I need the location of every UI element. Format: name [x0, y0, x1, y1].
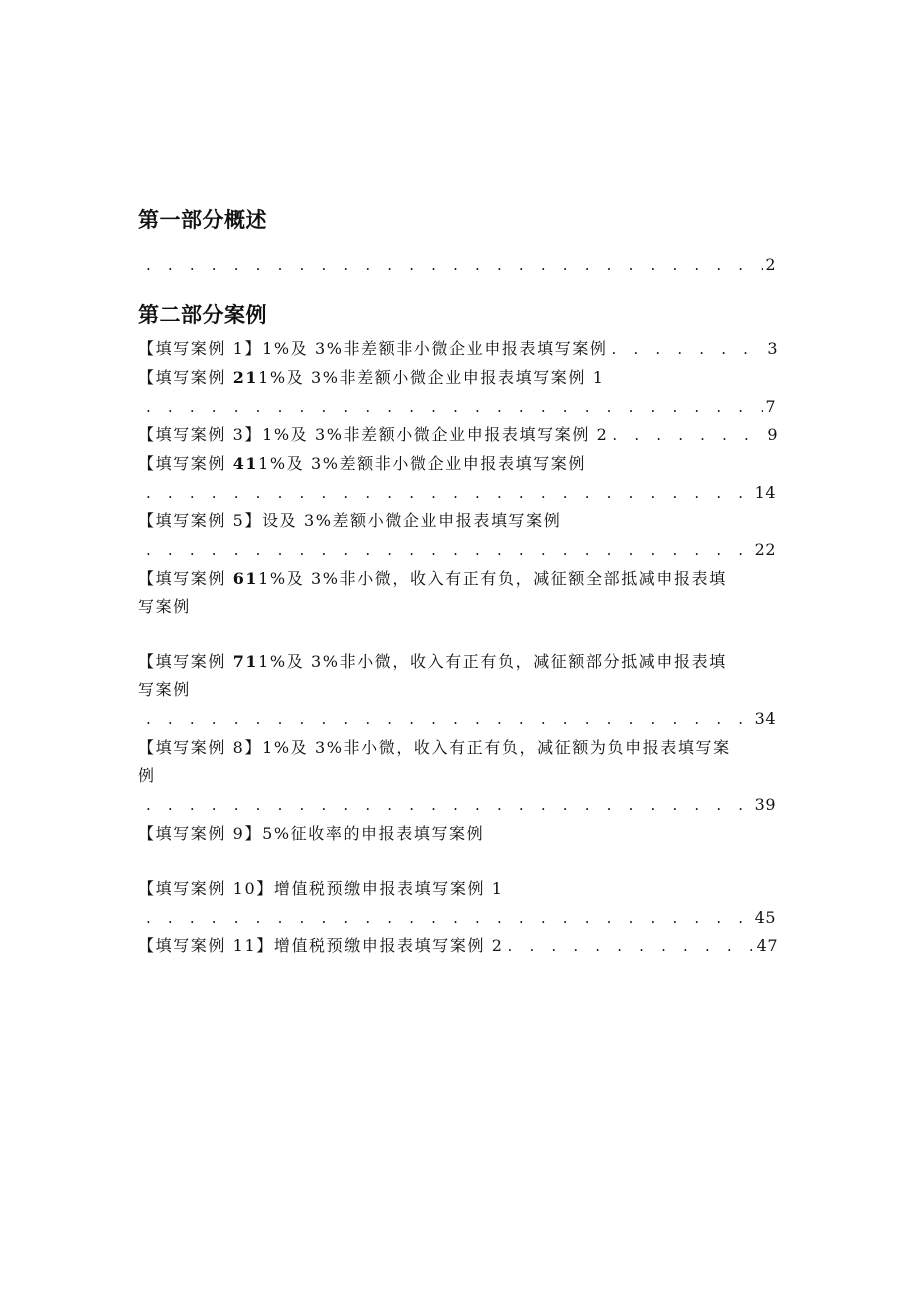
toc-entry-7[interactable]: [138, 650, 778, 674]
entry-title: 1%及 3%差额非小微企业申报表填写案例: [258, 454, 587, 473]
entry-prefix: 【填写案例: [138, 569, 233, 588]
toc-entry-2-leader[interactable]: [146, 395, 776, 419]
toc-entry-2[interactable]: [138, 366, 778, 390]
page-number: 2: [765, 255, 776, 274]
part1-heading: 第一部分概述: [138, 208, 267, 232]
toc-entry-3[interactable]: [138, 423, 778, 447]
entry-title: 1%及 3%非小微，收入有正有负，减征额为负申报表填写案: [262, 738, 731, 757]
toc-entry-8-leader[interactable]: [146, 793, 776, 817]
part1-dot-leader-row[interactable]: [146, 253, 776, 277]
entry-title-cont: 写案例: [138, 680, 191, 699]
dot-leader: [146, 253, 763, 277]
entry-title: 增值税预缴申报表填写案例 2: [273, 936, 504, 955]
dot-leader: [146, 906, 753, 930]
entry-title-cont: 例: [138, 766, 156, 785]
entry-prefix: 【填写案例 10】: [138, 879, 274, 898]
page-number: 3: [767, 339, 778, 358]
entry-title: 1%及 3%非小微，收入有正有负，减征额全部抵减申报表填: [258, 569, 727, 588]
toc-entry-8[interactable]: [138, 736, 778, 760]
toc-entry-6-cont: [138, 595, 778, 619]
entry-title-cont: 写案例: [138, 597, 191, 616]
entry-prefix: 【填写案例 8】: [138, 738, 263, 757]
toc-entry-5[interactable]: [138, 509, 778, 533]
dot-leader: [146, 793, 753, 817]
dot-leader: [146, 481, 753, 505]
toc-entry-11[interactable]: [138, 934, 778, 958]
entry-title: 1%及 3%非差额非小微企业申报表填写案例: [262, 339, 608, 358]
entry-prefix: 【填写案例 9】: [138, 824, 263, 843]
dot-leader: [612, 337, 766, 361]
dot-leader: [612, 423, 765, 447]
dot-leader: [508, 934, 755, 958]
entry-prefix: 【填写案例: [138, 368, 233, 387]
page-number: 34: [754, 709, 776, 728]
page-number: 14: [754, 483, 776, 502]
entry-prefix: 【填写案例: [138, 652, 233, 671]
dot-leader: [146, 707, 753, 731]
part2-heading: 第二部分案例: [138, 303, 267, 327]
page-number: 39: [754, 795, 776, 814]
toc-entry-9[interactable]: [138, 822, 778, 846]
entry-number: 71: [232, 652, 259, 671]
toc-entry-8-cont: [138, 764, 778, 788]
page-number: 9: [767, 425, 778, 444]
entry-number: 41: [232, 454, 259, 473]
entry-prefix: 【填写案例 11】: [138, 936, 274, 955]
toc-entry-10[interactable]: [138, 877, 778, 901]
entry-number: 21: [232, 368, 259, 387]
toc-entry-4[interactable]: [138, 452, 778, 476]
toc-entry-1[interactable]: [138, 337, 778, 361]
entry-prefix: 【填写案例: [138, 454, 233, 473]
toc-entry-10-leader[interactable]: [146, 906, 776, 930]
entry-title: 1%及 3%非小微，收入有正有负，减征额部分抵减申报表填: [258, 652, 727, 671]
dot-leader: [146, 538, 753, 562]
page-number: 22: [754, 540, 776, 559]
toc-entry-5-leader[interactable]: [146, 538, 776, 562]
page-number: 45: [754, 908, 776, 927]
toc-entry-6[interactable]: [138, 567, 778, 591]
toc-entry-7-leader[interactable]: [146, 707, 776, 731]
page-number: 47: [756, 936, 778, 955]
toc-entry-4-leader[interactable]: [146, 481, 776, 505]
entry-title: 增值税预缴申报表填写案例 1: [273, 879, 504, 898]
entry-prefix: 【填写案例 5】: [138, 511, 263, 530]
entry-number: 61: [232, 569, 259, 588]
entry-prefix: 【填写案例 1】: [138, 339, 263, 358]
toc-entry-7-cont: [138, 678, 778, 702]
entry-prefix: 【填写案例 3】: [138, 425, 263, 444]
entry-title: 1%及 3%非差额小微企业申报表填写案例 1: [258, 368, 605, 387]
page-number: 7: [765, 397, 776, 416]
entry-title: 5%征收率的申报表填写案例: [262, 824, 485, 843]
dot-leader: [146, 395, 763, 419]
entry-title: 设及 3%差额小微企业申报表填写案例: [262, 511, 562, 530]
entry-title: 1%及 3%非差额小微企业申报表填写案例 2: [262, 425, 609, 444]
